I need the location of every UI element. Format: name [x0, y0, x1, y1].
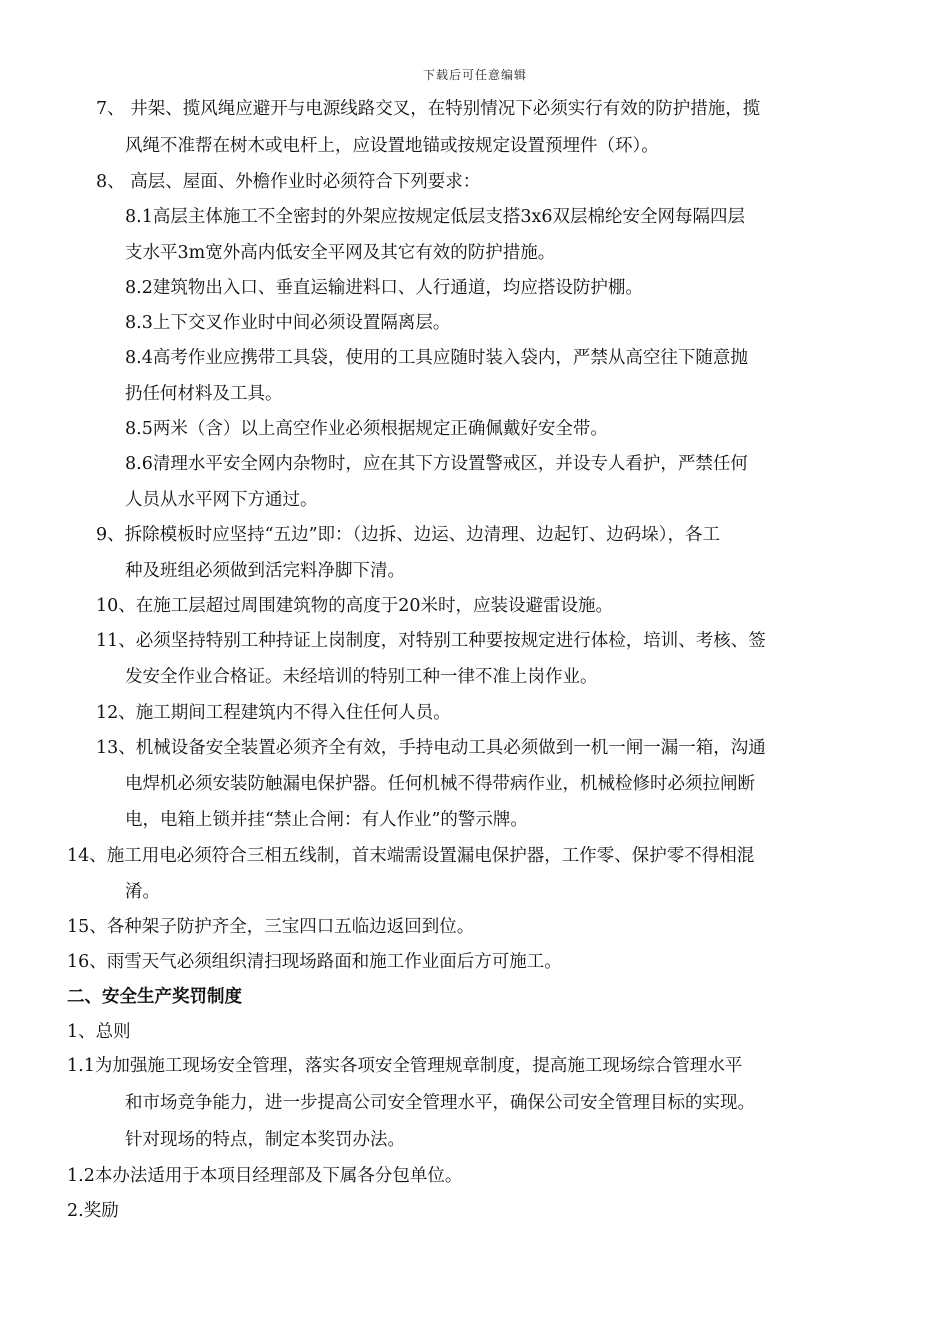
item-1-1-line-1: 1.1为加强施工现场安全管理，落实各项安全管理规章制度，提高施工现场综合管理水平 — [67, 1056, 743, 1076]
item-14-line-1: 14、施工用电必须符合三相五线制，首末端需设置漏电保护器，工作零、保护零不得相混 — [67, 846, 755, 866]
item-14-line-2: 淆。 — [125, 882, 160, 902]
item-12: 12、施工期间工程建筑内不得入住任何人员。 — [96, 703, 451, 723]
header-note: 下载后可任意编辑 — [422, 68, 527, 82]
item-9-line-1: 9、拆除模板时应坚持“五边”即：（边拆、边运、边清理、边起钉、边码垛），各工 — [96, 525, 721, 545]
item-1-1-line-2: 和市场竞争能力，进一步提高公司安全管理水平，确保公司安全管理目标的实现。 — [125, 1093, 755, 1113]
item-1-1-line-3: 针对现场的特点，制定本奖罚办法。 — [125, 1130, 405, 1150]
item-8-4-line-2: 扔任何材料及工具。 — [125, 384, 283, 404]
subsection-1-heading: 1、总则 — [67, 1022, 131, 1042]
item-8-4-line-1: 8.4高考作业应携带工具袋，使用的工具应随时装入袋内，严禁从高空往下随意抛 — [125, 348, 748, 368]
item-8-5: 8.5两米（含）以上高空作业必须根据规定正确佩戴好安全带。 — [125, 419, 608, 439]
section-heading-2: 二、安全生产奖罚制度 — [67, 987, 242, 1007]
item-15: 15、各种架子防护齐全，三宝四口五临边返回到位。 — [67, 917, 475, 937]
item-8-3: 8.3上下交叉作业时中间必须设置隔离层。 — [125, 313, 451, 333]
item-11-line-2: 发安全作业合格证。未经培训的特别工种一律不准上岗作业。 — [125, 667, 598, 687]
item-11-line-1: 11、必须坚持特别工种持证上岗制度，对特别工种要按规定进行体检，培训、考核、签 — [96, 631, 766, 651]
item-8-heading: 8、 高层、屋面、外檐作业时必须符合下列要求： — [96, 172, 481, 192]
item-8-2: 8.2建筑物出入口、垂直运输进料口、人行通道，均应搭设防护棚。 — [125, 278, 643, 298]
item-7-line-2: 风绳不准帮在树木或电杆上，应设置地锚或按规定设置预埋件（环）。 — [125, 136, 659, 156]
item-8-6-line-1: 8.6清理水平安全网内杂物时，应在其下方设置警戒区，并设专人看护，严禁任何 — [125, 454, 748, 474]
item-13-line-3: 电，电箱上锁并挂“禁止合闸：有人作业”的警示牌。 — [125, 810, 528, 830]
item-13-line-2: 电焊机必须安装防触漏电保护器。任何机械不得带病作业，机械检修时必须拉闸断 — [125, 774, 755, 794]
subsection-2-heading: 2.奖励 — [67, 1201, 119, 1221]
item-13-line-1: 13、机械设备安全装置必须齐全有效，手持电动工具必须做到一机一闸一漏一箱，沟通 — [96, 738, 766, 758]
item-9-line-2: 种及班组必须做到活完料净脚下清。 — [125, 561, 405, 581]
item-16: 16、雨雪天气必须组织清扫现场路面和施工作业面后方可施工。 — [67, 952, 562, 972]
item-10: 10、在施工层超过周围建筑物的高度于20米时，应装设避雷设施。 — [96, 596, 614, 616]
item-8-1-line-2: 支水平3m宽外高内低安全平网及其它有效的防护措施。 — [125, 243, 556, 263]
item-8-6-line-2: 人员从水平网下方通过。 — [125, 490, 318, 510]
item-8-1-line-1: 8.1高层主体施工不全密封的外架应按规定低层支搭3x6双层棉纶安全网每隔四层 — [125, 207, 745, 227]
item-1-2: 1.2本办法适用于本项目经理部及下属各分包单位。 — [67, 1166, 463, 1186]
item-7-line-1: 7、 井架、揽风绳应避开与电源线路交叉，在特别情况下必须实行有效的防护措施，揽 — [96, 99, 761, 119]
